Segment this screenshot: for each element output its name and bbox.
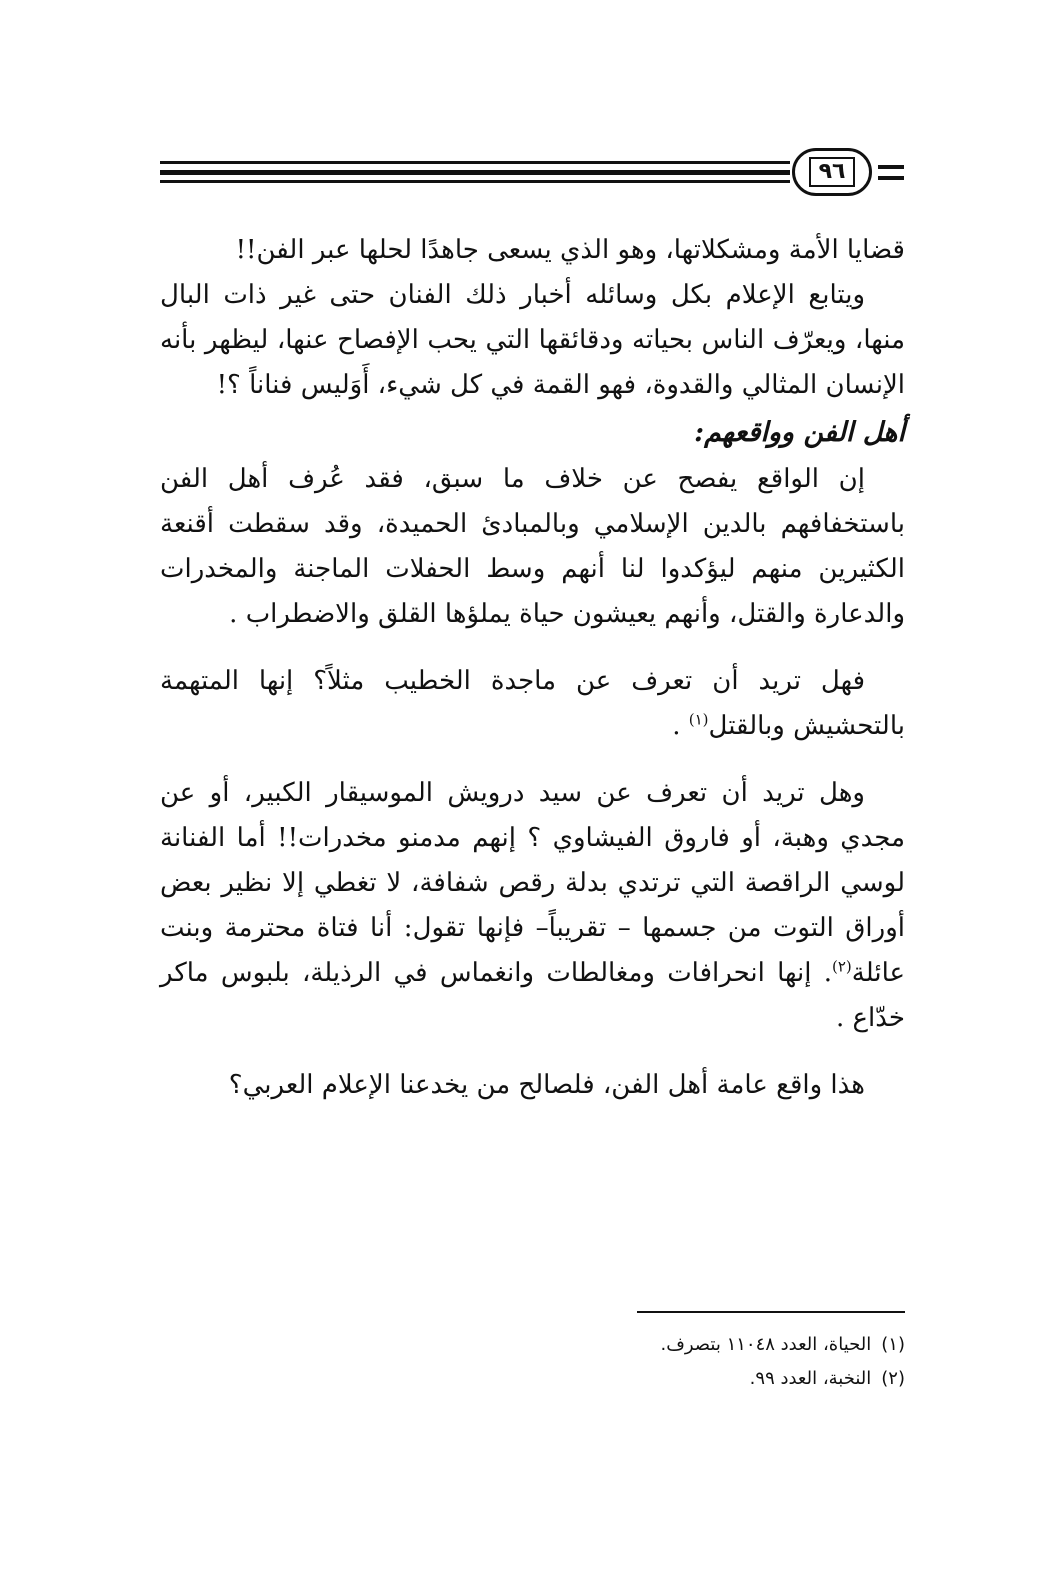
footnote-ref-2: (٢): [832, 957, 852, 976]
paragraph-5-text-b: . إنها انحرافات ومغالطات وانغماس في الرذيلة، بلبوس ماكر خدّاع .: [160, 958, 905, 1033]
section-heading: أهل الفن وواقعهم:: [694, 417, 905, 448]
page-header: [160, 148, 905, 198]
header-ornament-lines: [160, 161, 790, 185]
page-body: [160, 228, 905, 1108]
paragraph-4: [160, 659, 905, 749]
footnote-number: (١): [881, 1334, 905, 1355]
header-rule: [160, 161, 790, 164]
footnote-text: النخبة، العدد ٩٩.: [749, 1368, 872, 1389]
page-number-badge: [792, 148, 872, 196]
header-ornament-tail: [878, 163, 904, 183]
paragraph-5: [160, 771, 905, 1041]
footnote-ref-1: (١): [688, 710, 709, 729]
header-tail-rule: [878, 165, 904, 169]
paragraph-3: إن الواقع يفصح عن خلاف ما سبق، فقد عُرف أهل الفن باستخفافهم بالدين الإسلامي وبالمبادئ الحميدة، وقد سقطت أقنعة الكثيرين منهم ليؤكدوا لنا أنهم وسط الحفلات الماجنة والمخدرات والدعارة والقتل، وأنهم يعيشون حياة يملؤها القلق والاضطراب .: [160, 464, 905, 629]
footnotes: [500, 1328, 905, 1396]
paragraph-6: هذا واقع عامة أهل الفن، فلصالح من يخدعنا الإعلام العربي؟: [228, 1070, 865, 1100]
footnote-separator: [637, 1311, 905, 1313]
paragraph-1: قضايا الأمة ومشكلاتها، وهو الذي يسعى جاهدًا لحلها عبر الفن!!: [235, 235, 905, 265]
footnote-1: [500, 1328, 905, 1362]
footnote-number: (٢): [881, 1368, 905, 1389]
header-rule: [160, 170, 790, 175]
header-rule: [160, 180, 790, 183]
page-number: ٩٦: [809, 157, 856, 187]
paragraph-4-text: فهل تريد أن تعرف عن ماجدة الخطيب مثلاً؟ إنها المتهمة بالتحشيش وبالقتل: [160, 666, 905, 741]
footnote-text: الحياة، العدد ١١٠٤٨ بتصرف.: [660, 1334, 872, 1355]
header-tail-rule: [878, 176, 904, 180]
paragraph-4-end: .: [672, 711, 689, 741]
paragraph-5-text-a: وهل تريد أن تعرف عن سيد درويش الموسيقار الكبير، أو عن مجدي وهبة، أو فاروق الفيشاوي ؟ إنهم مدمنو مخدرات!! أما الفنانة لوسي الراقصة التي ترتدي بدلة رقص شفافة، لا تغطي إلا نظير بعض أوراق التوت من جسمها – تقريباً– فإنها تقول: أنا فتاة محترمة وبنت عائلة: [160, 778, 905, 988]
paragraph-2: ويتابع الإعلام بكل وسائله أخبار ذلك الفنان حتى غير ذات البال منها، ويعرّف الناس بحياته ودقائقها التي يحب الإفصاح عنها، ليظهر بأنه الإنسان المثالي والقدوة، فهو القمة في كل شيء، أَوَليس فناناً ؟!: [160, 280, 905, 400]
footnote-2: [500, 1362, 905, 1396]
